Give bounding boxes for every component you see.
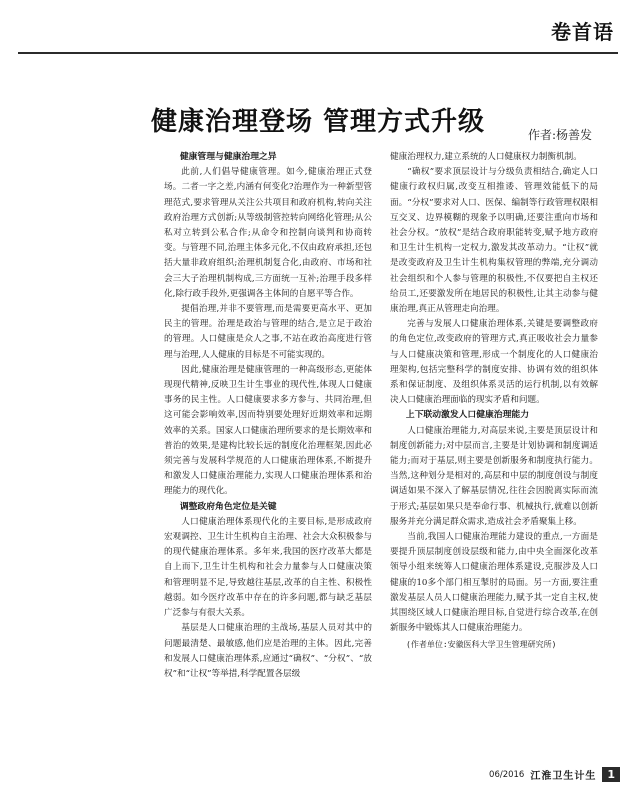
paragraph: 人口健康治理体系现代化的主要目标,是形成政府宏观调控、卫生计生机构自主治理、社会大众积极参与的现代健康治理体系。多年来,我国的医疗改革大都是自上而下,卫生计生机构和社会力量参与人口健康决策和管理明显不足,导致越往基层,改革的自主性、积极性越弱。如今医疗改革中存在的许多问题,都与缺乏基层广泛参与有很大关系。 (164, 516, 372, 619)
right-column (390, 150, 598, 652)
issue-number: 06/2016 (489, 769, 525, 780)
article-title: 健康治理登场 管理方式升级 (150, 107, 486, 138)
byline: 作者:杨善发 (527, 128, 592, 142)
page-number: 1 (602, 767, 620, 782)
left-column (164, 150, 372, 682)
section-heading: 调整政府角色定位是关键 (179, 501, 277, 512)
paragraph: 当前,我国人口健康治理能力建设的重点,一方面是要提升顶层制度创设层级和能力,由中央全面深化改革领导小组来统筹人口健康治理体系建设,克服涉及人口健康的10多个部门相互掣肘的局面。另一方面,要注重激发基层人员人口健康治理能力,赋予其一定自主权,使其围绕区域人口健康治理目标,自觉进行综合改革,在创新服务中锻炼其人口健康治理能力。 (390, 532, 598, 634)
paragraph: “确权”要求顶层设计与分级负责相结合,确定人口健康行政权归属,改变互相推诿、管理效能低下的局面。“分权”要求对人口、医保、编制等行政管理权限相互交叉、边界模糊的现象予以明确,还要注重向市场和社会分权。“放权”是结合政府职能转变,赋予地方政府和卫生计生机构一定权力,激发其改革动力。“让权”就是改变政府及卫生计生机构集权管理的弊端,充分调动社会组织和个人参与管理的积极性,不仅要把自主权还给员工,还要激发所在地居民的积极性,让其主动参与健康治理,真正从管理走向治理。 (390, 167, 598, 315)
section-heading: 上下联动激发人口健康治理能力 (405, 410, 529, 421)
section-label: 卷首语 (551, 20, 614, 44)
paragraph: 健康治理权力,建立系统的人口健康权力制衡机制。 (390, 152, 582, 162)
journal-name: 江淮卫生计生 (530, 771, 597, 782)
author-affiliation: (作者单位:安徽医科大学卫生管理研究所) (406, 639, 557, 649)
header-rule (18, 52, 618, 54)
section-heading: 健康管理与健康治理之异 (179, 152, 277, 162)
paragraph: 人口健康治理能力,对高层来说,主要是顶层设计和制度创新能力;对中层而言,主要是计划协调和制度调适能力;而对于基层,则主要是创新服务和制度执行能力。当然,这种划分是相对的,高层和中层的制度创设与制度调适如果不深入了解基层情况,往往会因脱离实际而流于形式;基层如果只是奉命行事、机械执行,就难以创新服务并充分满足群众需求,造成社会矛盾聚集上移。 (390, 425, 598, 527)
paragraph: 因此,健康治理是健康管理的一种高级形态,更能体现现代精神,反映卫生计生事业的现代性,体现人口健康事务的民主性。人口健康要求多方参与、共同治理,但这可能会影响效率,因而特别要处理好近期效率和远期效率的关系。国家人口健康治理所要求的是长期效率和普治的效果,是建构比较长远的制度化治理框架,因此必须完善与发展科学规范的人口健康治理体系,不断提升和激发人口健康治理能力,实现人口健康治理体系和治理能力的现代化。 (164, 364, 372, 497)
paragraph: 此前,人们倡导健康管理。如今,健康治理正式登场。二者一字之差,内涵有何变化?治理作为一种新型管理范式,要求管理从关注公共项目和政府机构,转向关注政府治理方式创新;从等级制管控转向网络化管理;从公私对立转到公私合作;从命令和控制向谈判和协商转变。与管理不同,治理主体多元化,不仅由政府承担,还包括大量非政府组织;治理机制复合化,由政府、市场和社会三大子治理机制构成,三方面统一互补;治理手段多样化,除行政手段外,更强调各主体间的自愿平等合作。 (164, 167, 372, 299)
paragraph: 完善与发展人口健康治理体系,关键是要调整政府的角色定位,改变政府的管理方式,真正吸收社会力量参与人口健康决策和管理,形成一个制度化的人口健康治理架构,包括完整科学的制度安排、协调有效的组织体系和保证制度、及组织体系灵活的运行机制,以有效解决人口健康治理面临的现实矛盾和问题。 (390, 319, 598, 406)
paragraph: 基层是人口健康治理的主战场,基层人员对其中的问题最清楚、最敏感,他们应是治理的主体。因此,完善和发展人口健康治理体系,应通过“确权”、“分权”、“放权”和“让权”等举措,科学配置各层级 (164, 623, 372, 679)
footer (489, 767, 620, 782)
paragraph: 提倡治理,并非不要管理,而是需要更高水平、更加民主的管理。治理是政治与管理的结合,是立足于政治的管理。人口健康是众人之事,不站在政治高度进行管理与治理,人人健康的目标是不可能实现的。 (164, 304, 372, 360)
